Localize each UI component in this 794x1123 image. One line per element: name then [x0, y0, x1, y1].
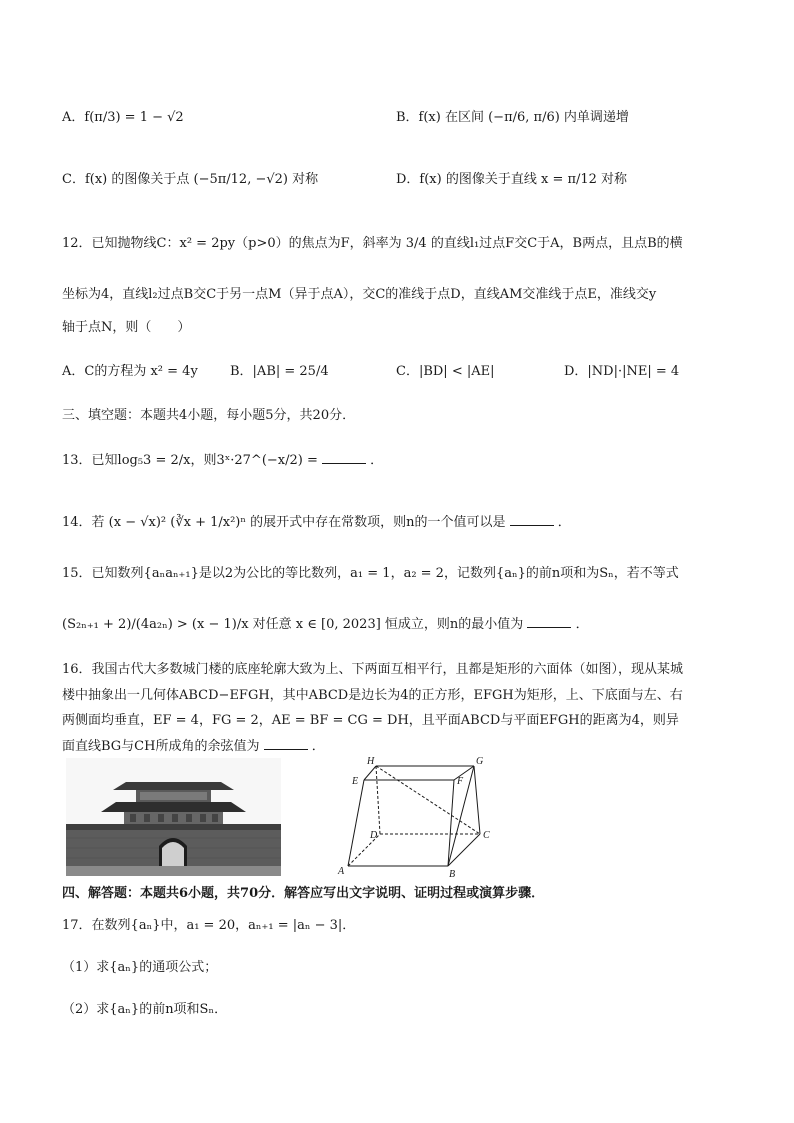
- q15-stem-line2: [62, 614, 589, 635]
- q17-part2: （2）求{aₙ}的前n项和Sₙ．: [62, 1002, 228, 1017]
- section-3-heading: 三、填空题：本题共4小题，每小题5分，共20分．: [62, 408, 356, 423]
- q16-answer-blank[interactable]: [264, 736, 308, 750]
- q14-stem: [62, 512, 571, 533]
- hexahedron-figure: [330, 752, 500, 882]
- q12-option-a: A．C的方程为 x² = 4y: [62, 364, 198, 379]
- q16-stem-line3: 两侧面均垂直，EF = 4，FG = 2，AE = BF = CG = DH，且平面ABCD与平面EFGH的距离为4，则异: [62, 713, 679, 728]
- q12-option-b: B．|AB| = 25/4: [230, 364, 329, 379]
- label-B: B: [449, 869, 456, 880]
- label-E: E: [352, 776, 359, 787]
- q16-stem-line4: [62, 736, 325, 757]
- label-H: H: [367, 756, 375, 767]
- q15-end: ．: [575, 617, 589, 632]
- q12-option-c: C．|BD| < |AE|: [396, 364, 495, 379]
- q14-answer-blank[interactable]: [510, 512, 554, 526]
- q15-stem-line1: 15．已知数列{aₙaₙ₊₁}是以2为公比的等比数列，a₁ = 1，a₂ = 2，记数列{aₙ}的前n项和为Sₙ，若不等式: [62, 566, 679, 581]
- q13-text: 13．已知log₅3 = 2/x，则3ˣ·27^(−x/2) =: [62, 453, 318, 468]
- label-C: C: [483, 830, 490, 841]
- q16-stem-line1: 16．我国古代大多数城门楼的底座轮廓大致为上、下两面互相平行，且都是矩形的六面体（如图），现从某城: [62, 662, 684, 677]
- label-D: D: [370, 830, 378, 841]
- q12-stem-line1: 12．已知抛物线C：x² = 2py（p>0）的焦点为F，斜率为 3/4 的直线l₁过点F交C于A，B两点，且点B的横: [62, 236, 683, 251]
- q11-option-a: A．f(π/3) = 1 − √2: [62, 110, 184, 125]
- q13-end: ．: [370, 453, 384, 468]
- q12-stem-line3: 轴于点N，则（ ）: [62, 320, 191, 335]
- q17-stem: 17．在数列{aₙ}中，a₁ = 20，aₙ₊₁ = |aₙ − 3|．: [62, 918, 356, 933]
- q16-text: 面直线BG与CH所成角的余弦值为: [62, 739, 260, 754]
- q12-stem-line2: 坐标为4，直线l₂过点B交C于另一点M（异于点A），交C的准线于点D，直线AM交准线于点E，准线交y: [62, 287, 657, 302]
- q14-text: 14．若 (x − √x)² (∛x + 1/x²)ⁿ 的展开式中存在常数项，则n的一个值可以是: [62, 515, 506, 530]
- q13-answer-blank[interactable]: [322, 450, 366, 464]
- q16-stem-line2: 楼中抽象出一几何体ABCD−EFGH，其中ABCD是边长为4的正方形，EFGH为矩形，上、下底面与左、右: [62, 688, 683, 703]
- q16-end: ．: [311, 739, 325, 754]
- q14-end: ．: [557, 515, 571, 530]
- q11-option-c: C．f(x) 的图像关于点 (−5π/12, −√2) 对称: [62, 172, 319, 187]
- q15-text: (S₂ₙ₊₁ + 2)/(4a₂ₙ) > (x − 1)/x 对任意 x ∈ [0, 2023] 恒成立，则n的最小值为: [62, 617, 524, 632]
- label-G: G: [476, 756, 484, 767]
- q13-stem: [62, 450, 383, 471]
- label-A: A: [338, 866, 345, 877]
- label-F: F: [457, 776, 464, 787]
- q12-option-d: D．|ND|·|NE| = 4: [564, 364, 680, 379]
- q15-answer-blank[interactable]: [527, 614, 571, 628]
- section-4-heading: 四、解答题：本题共6小题，共70分．解答应写出文字说明、证明过程或演算步骤．: [62, 886, 545, 901]
- q17-part1: （1）求{aₙ}的通项公式；: [62, 960, 218, 975]
- city-gate-photo: [66, 758, 281, 876]
- q11-option-d: D．f(x) 的图像关于直线 x = π/12 对称: [396, 172, 628, 187]
- q11-option-b: B．f(x) 在区间 (−π/6, π/6) 内单调递增: [396, 110, 629, 125]
